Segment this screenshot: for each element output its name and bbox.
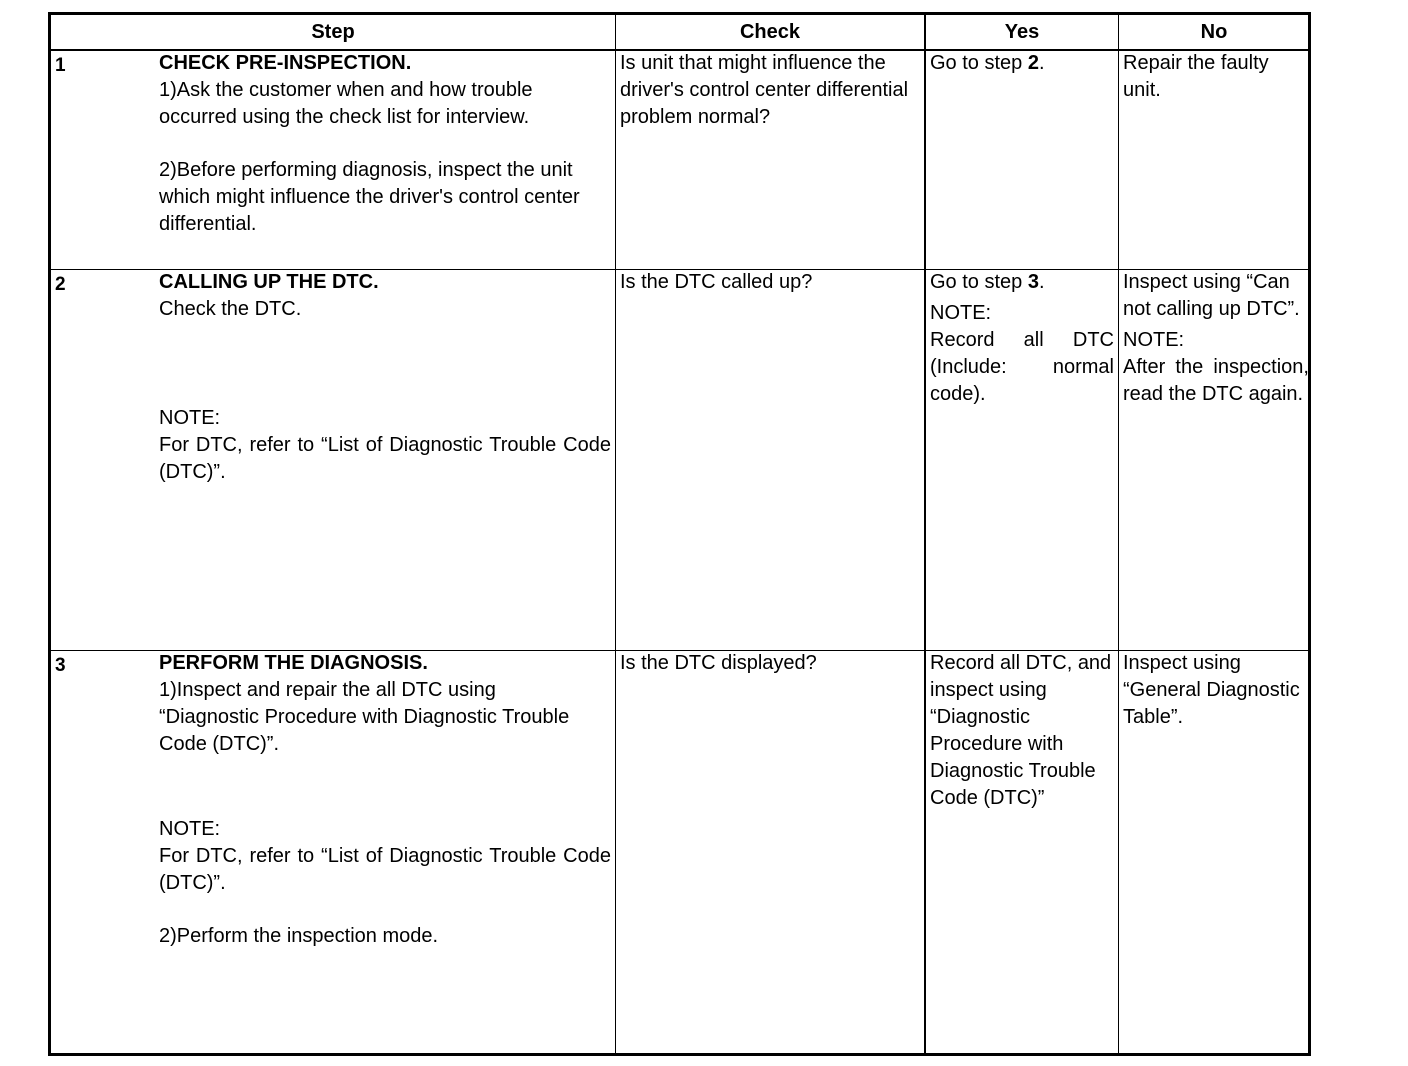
step-cell: [159, 50, 609, 238]
header-step: Step: [311, 21, 355, 43]
step-reference: 3: [1027, 271, 1039, 293]
no-cell: [1123, 269, 1309, 408]
no-text: Inspect using “General Diagnostic Table”.: [1123, 652, 1300, 728]
step-text: 2)Before performing diagnosis, inspect the unit which might influence the driver's control center differential.: [159, 159, 580, 235]
no-text: Inspect using “Can not calling up DTC”.: [1123, 271, 1300, 320]
column-divider: [924, 15, 926, 1053]
check-text: Is unit that might influence the driver's control center differential problem normal?: [620, 52, 909, 128]
check-text: Is the DTC called up?: [620, 271, 813, 293]
header-no: No: [1200, 21, 1228, 43]
step-number: 2: [55, 274, 66, 295]
note-text: For DTC, refer to “List of Diagnostic Trouble Code (DTC)”.: [159, 434, 611, 483]
step-title: PERFORM THE DIAGNOSIS.: [159, 652, 428, 674]
step-cell: [159, 650, 611, 950]
check-text: Is the DTC displayed?: [620, 652, 817, 674]
note-text: Record all DTC (Include: normal code).: [930, 329, 1114, 405]
note-label: NOTE:: [159, 407, 221, 429]
note-text: For DTC, refer to “List of Diagnostic Trouble Code (DTC)”.: [159, 845, 611, 894]
step-number: 1: [55, 55, 66, 76]
note-label: NOTE:: [1123, 329, 1185, 351]
column-divider: [615, 15, 616, 1053]
step-text: Check the DTC.: [159, 298, 302, 320]
step-text: 1)Inspect and repair the all DTC using “Diagnostic Procedure with Diagnostic Trouble Code (DTC)”.: [159, 679, 570, 755]
note-label: NOTE:: [930, 302, 992, 324]
note-label: NOTE:: [159, 818, 221, 840]
column-divider: [1118, 15, 1119, 1053]
note-text: After the inspection, read the DTC again.: [1123, 356, 1309, 405]
yes-text: Go to step 2.: [930, 52, 1045, 74]
yes-text: Record all DTC, and inspect using “Diagnostic Procedure with Diagnostic Trouble Code (DTC)”: [930, 652, 1112, 809]
header-yes: Yes: [1004, 21, 1040, 43]
diagnostic-table: [48, 12, 1311, 1056]
no-text: Repair the faulty unit.: [1123, 52, 1269, 101]
yes-text: Go to step 3.: [930, 271, 1045, 293]
step-cell: [159, 269, 611, 486]
step-title: CALLING UP THE DTC.: [159, 271, 379, 293]
header-check: Check: [739, 21, 801, 43]
step-reference: 2: [1027, 52, 1039, 74]
yes-cell: [930, 269, 1114, 408]
step-title: CHECK PRE-INSPECTION.: [159, 52, 412, 74]
step-text: 2)Perform the inspection mode.: [159, 925, 439, 947]
step-number: 3: [55, 655, 66, 676]
step-text: 1)Ask the customer when and how trouble occurred using the check list for interview.: [159, 79, 533, 128]
